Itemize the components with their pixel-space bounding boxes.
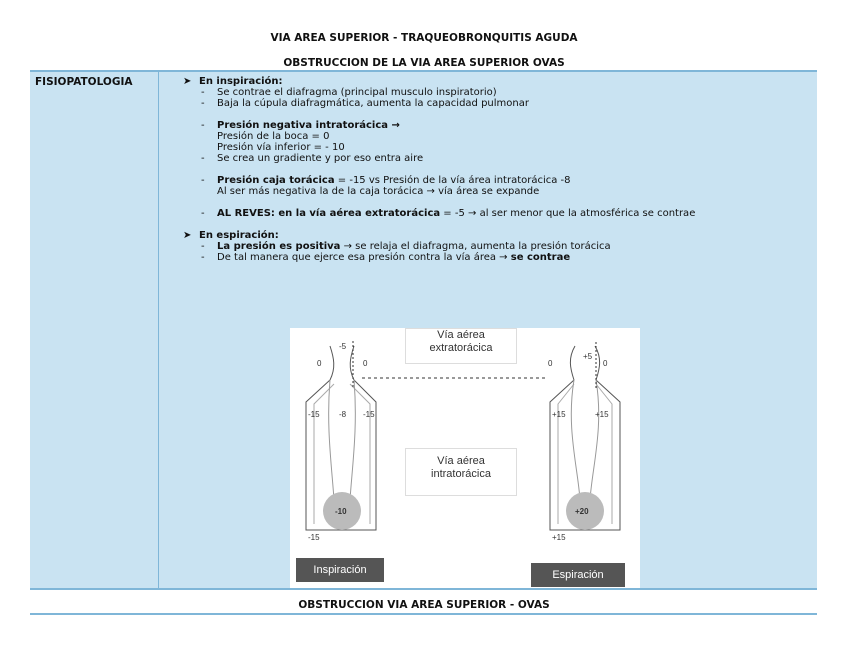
list-item: - AL REVES: en la vía aérea extratorácica = -5 → al ser menor que la atmosférica se contrae (201, 208, 696, 219)
document-title: VIA AREA SUPERIOR - TRAQUEOBRONQUITIS AGUDA (270, 32, 578, 44)
list-item: - Presión negativa intratorácica → (201, 120, 400, 131)
content-table (30, 70, 817, 590)
espiracion-heading: ➤ En espiración: (183, 230, 279, 241)
intrathoracic-airway-label: Vía aérea intratorácica (405, 448, 517, 496)
left-mouth-left-value: 0 (317, 359, 322, 368)
list-subline: Al ser más negativa la de la caja torácica → vía área se expande (217, 186, 540, 197)
arrow-bullet-icon: ➤ (183, 76, 192, 87)
list-subline: Presión vía inferior = - 10 (217, 142, 345, 153)
footer-divider (30, 613, 817, 615)
list-item: - Se crea un gradiente y por eso entra aire (201, 153, 424, 164)
left-pleural-value: -15 (308, 533, 320, 542)
list-item: - De tal manera que ejerce esa presión contra la vía área → se contrae (201, 252, 571, 263)
label-column (30, 72, 159, 588)
left-airway-value: -8 (339, 410, 347, 419)
content-cell (183, 76, 813, 263)
list-item: - La presión es positiva → se relaja el diafragma, aumenta la presión torácica (201, 241, 611, 252)
left-chest-left-value: -15 (308, 410, 320, 419)
row-label: FISIOPATOLOGIA (35, 76, 133, 88)
left-mouth-right-value: 0 (363, 359, 368, 368)
right-chest-left-value: +15 (552, 410, 566, 419)
list-item: - Baja la cúpula diafragmática, aumenta la capacidad pulmonar (201, 98, 529, 109)
footer-title: OBSTRUCCION VIA AREA SUPERIOR - OVAS (298, 599, 550, 611)
extrathoracic-airway-label: Vía aérea extratorácica (405, 328, 517, 364)
right-alveolus-value: +20 (575, 507, 589, 516)
left-alveolus-value: -10 (335, 507, 347, 516)
left-chest-right-value: -15 (363, 410, 375, 419)
left-top-value: -5 (339, 342, 347, 351)
right-mouth-right-value: 0 (603, 359, 608, 368)
list-item: - Se contrae el diafragma (principal musculo inspiratorio) (201, 87, 497, 98)
right-top-value: +5 (583, 352, 593, 361)
right-pleural-value: +15 (552, 533, 566, 542)
section-title: OBSTRUCCION DE LA VIA AREA SUPERIOR OVAS (283, 57, 565, 69)
list-subline: Presión de la boca = 0 (217, 131, 330, 142)
espiracion-caption: Espiración (531, 563, 625, 587)
inspiracion-caption: Inspiración (296, 558, 384, 582)
airway-pressure-figure (290, 328, 640, 588)
list-item: - Presión caja torácica = -15 vs Presión de la vía área intratorácica -8 (201, 175, 571, 186)
inspiracion-heading: ➤ En inspiración: (183, 76, 283, 87)
arrow-bullet-icon: ➤ (183, 230, 192, 241)
right-chest-right-value: +15 (595, 410, 609, 419)
right-mouth-left-value: 0 (548, 359, 553, 368)
